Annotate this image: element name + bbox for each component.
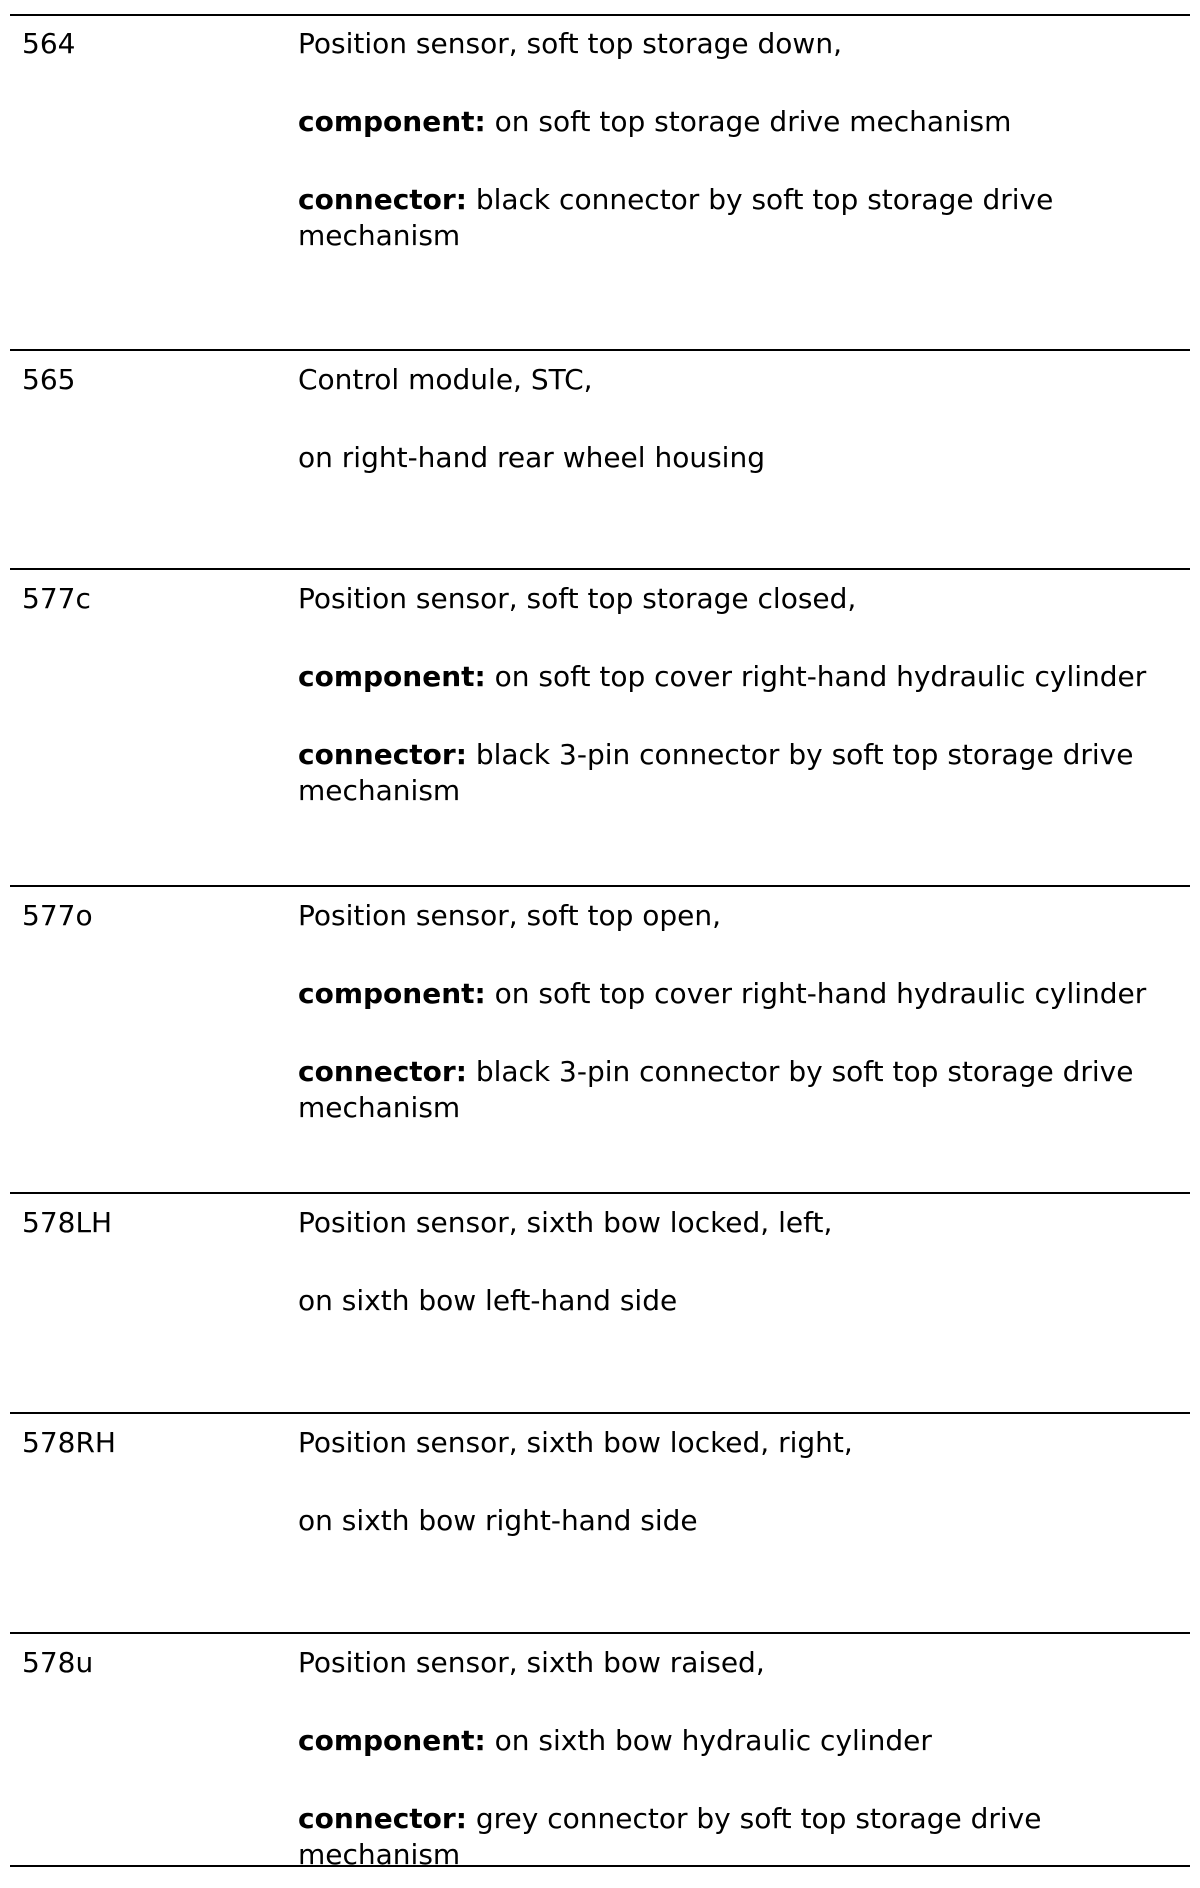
row-divider [10, 885, 1190, 887]
component-title: Position sensor, soft top storage down, [298, 27, 842, 60]
component-location: component: on sixth bow hydraulic cylinder [298, 1724, 932, 1757]
component-title: Position sensor, soft top open, [298, 899, 722, 932]
component-table [10, 0, 1190, 1888]
component-description [298, 26, 1178, 254]
row-divider [10, 1192, 1190, 1194]
connector-location: connector: grey connector by soft top storage drive mechanism [298, 1802, 1042, 1871]
row-divider [10, 1632, 1190, 1634]
component-location: component: on soft top cover right-hand hydraulic cylinder [298, 660, 1147, 693]
component-title: Position sensor, soft top storage closed, [298, 582, 857, 615]
component-description [298, 898, 1178, 1126]
component-code: 565 [22, 363, 76, 396]
component-code: 577o [22, 899, 93, 932]
connector-location: connector: black 3-pin connector by soft top storage drive mechanism [298, 738, 1134, 807]
connector-location: connector: black connector by soft top storage drive mechanism [298, 183, 1054, 252]
component-code: 578u [22, 1646, 94, 1679]
component-description [298, 581, 1178, 809]
component-code: 564 [22, 27, 76, 60]
connector-location: connector: black 3-pin connector by soft top storage drive mechanism [298, 1055, 1134, 1124]
row-divider [10, 568, 1190, 570]
component-description [298, 1205, 1178, 1319]
component-code: 578LH [22, 1206, 113, 1239]
component-title: Position sensor, sixth bow raised, [298, 1646, 765, 1679]
component-description [298, 1645, 1178, 1873]
component-code: 577c [22, 582, 91, 615]
component-location: on sixth bow right-hand side [298, 1504, 698, 1537]
row-divider [10, 14, 1190, 16]
component-description [298, 1425, 1178, 1539]
component-title: Position sensor, sixth bow locked, right, [298, 1426, 853, 1459]
component-location: component: on soft top cover right-hand hydraulic cylinder [298, 977, 1147, 1010]
component-description [298, 362, 1178, 476]
component-location: component: on soft top storage drive mechanism [298, 105, 1012, 138]
component-location: on right-hand rear wheel housing [298, 441, 765, 474]
row-divider [10, 349, 1190, 351]
component-code: 578RH [22, 1426, 116, 1459]
component-title: Control module, STC, [298, 363, 593, 396]
component-location: on sixth bow left-hand side [298, 1284, 678, 1317]
component-title: Position sensor, sixth bow locked, left, [298, 1206, 833, 1239]
row-divider [10, 1412, 1190, 1414]
